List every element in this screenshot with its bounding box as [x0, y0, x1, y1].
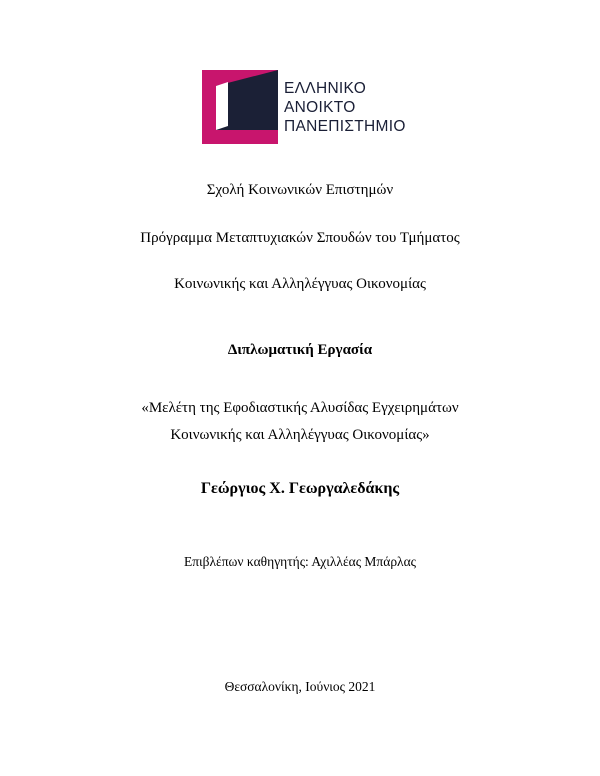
- university-name: [284, 79, 406, 136]
- author-name: Γεώργιος Χ. Γεωργαλεδάκης: [200, 480, 400, 497]
- university-emblem-icon: [202, 68, 278, 144]
- logo-line-3: ΠΑΝΕΠΙΣΤΗΜΙΟ: [284, 118, 406, 135]
- program-line-2: Κοινωνικής και Αλληλέγγυας Οικονομίας: [174, 276, 426, 292]
- logo-line-1: ΕΛΛΗΝΙΚΟ: [284, 80, 367, 97]
- program-line-1: Πρόγραμμα Μεταπτυχιακών Σπουδών του Τμήματος: [140, 230, 460, 246]
- school-name: Σχολή Κοινωνικών Επιστημών: [206, 182, 394, 198]
- university-logo: [202, 68, 412, 148]
- thesis-title-line-1: «Μελέτη της Εφοδιαστικής Αλυσίδας Εγχειρημάτων: [141, 400, 459, 416]
- logo-line-2: ΑΝΟΙΚΤΟ: [284, 99, 356, 116]
- place-date: Θεσσαλονίκη, Ιούνιος 2021: [224, 679, 376, 694]
- supervisor: Επιβλέπων καθηγητής: Αχιλλέας Μπάρλας: [183, 554, 417, 569]
- document-type: Διπλωματική Εργασία: [227, 342, 373, 358]
- thesis-title-line-2: Κοινωνικής και Αλληλέγγυας Οικονομίας»: [170, 427, 430, 443]
